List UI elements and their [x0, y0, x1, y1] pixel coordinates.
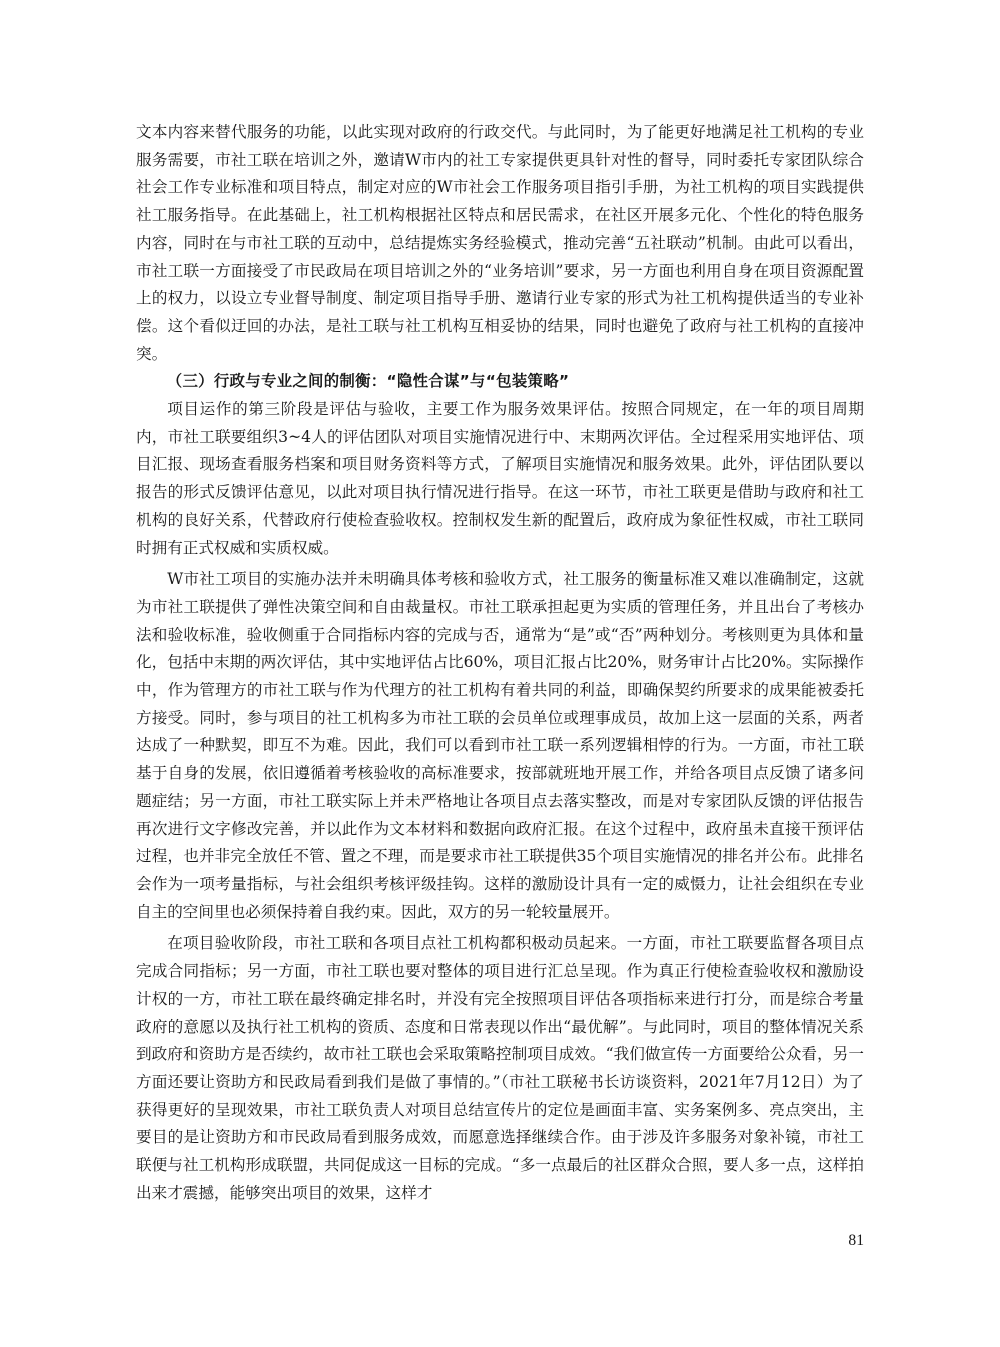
paragraph: W市社工项目的实施办法并未明确具体考核和验收方式，社工服务的衡量标准又难以准确制定，这就为市社工联提供了弹性决策空间和自由裁量权。市社工联承担起更为实质的管理任务，并且出台了考核办法和验收标准，验收侧重于合同指标内容的完成与否，通常为“是”或“否”两种划分。考核则更为具体和量化，包括中末期的两次评估，其中实地评估占比60%，项目汇报占比20%，财务审计占比20%。实际操作中，作为管理方的市社工联与作为代理方的社工机构有着共同的利益，即确保契约所要求的成果能被委托方接受。同时，参与项目的社工机构多为市社工联的会员单位或理事成员，故加上这一层面的关系，两者达成了一种默契，即互不为难。因此，我们可以看到市社工联一系列逻辑相悖的行为。一方面，市社工联基于自身的发展，依旧遵循着考核验收的高标准要求，按部就班地开展工作，并给各项目点反馈了诸多问题症结；另一方面，市社工联实际上并未严格地让各项目点去落实整改，而是对专家团队反馈的评估报告再次进行文字修改完善，并以此作为文本材料和数据向政府汇报。在这个过程中，政府虽未直接干预评估过程，也并非完全放任不管、置之不理，而是要求市社工联提供35个项目实施情况的排名并公布。此排名会作为一项考量指标，与社会组织考核评级挂钩。这样的激励设计具有一定的威慑力，让社会组织在专业自主的空间里也必须保持着自我约束。因此，双方的另一轮较量展开。 [136, 570, 864, 921]
paragraph: 在项目验收阶段，市社工联和各项目点社工机构都积极动员起来。一方面，市社工联要监督各项目点完成合同指标；另一方面，市社工联也要对整体的项目进行汇总呈现。作为真正行使检查验收权和激励设计权的一方，市社工联在最终确定排名时，并没有完全按照项目评估各项指标来进行打分，而是综合考量政府的意愿以及执行社工机构的资质、态度和日常表现以作出“最优解”。与此同时，项目的整体情况关系到政府和资助方是否续约，故市社工联也会采取策略控制项目成效。“我们做宣传一方面要给公众看，另一方面还要让资助方和民政局看到我们是做了事情的。”（市社工联秘书长访谈资料，2021年7月12日）为了获得更好的呈现效果，市社工联负责人对项目总结宣传片的定位是画面丰富、实务案例多、亮点突出，主要目的是让资助方和市民政局看到服务成效，而愿意选择继续合作。由于涉及许多服务对象补镜，市社工联便与社工机构形成联盟，共同促成这一目标的完成。“多一点最后的社区群众合照，要人多一点，这样拍出来才震撼，能够突出项目的效果，这样才 [136, 934, 864, 1202]
body-text [136, 119, 864, 1207]
section-heading: （三）行政与专业之间的制衡：“隐性合谋”与“包装策略” [166, 372, 570, 391]
paragraph: 项目运作的第三阶段是评估与验收，主要工作为服务效果评估。按照合同规定，在一年的项目周期内，市社工联要组织3~4人的评估团队对项目实施情况进行中、末期两次评估。全过程采用实地评估、项目汇报、现场查看服务档案和项目财务资料等方式，了解项目实施情况和服务效果。此外，评估团队要以报告的形式反馈评估意见，以此对项目执行情况进行指导。在这一环节，市社工联更是借助与政府和社工机构的良好关系，代替政府行使检查验收权。控制权发生新的配置后，政府成为象征性权威，市社工联同时拥有正式权威和实质权威。 [136, 400, 864, 557]
page-number: 81 [848, 1232, 864, 1249]
paragraph-continued: 文本内容来替代服务的功能，以此实现对政府的行政交代。与此同时，为了能更好地满足社工机构的专业服务需要，市社工联在培训之外，邀请W市内的社工专家提供更具针对性的督导，同时委托专家团队综合社会工作专业标准和项目特点，制定对应的W市社会工作服务项目指引手册，为社工机构的项目实践提供社工服务指导。在此基础上，社工机构根据社区特点和居民需求，在社区开展多元化、个性化的特色服务内容，同时在与市社工联的互动中，总结提炼实务经验模式，推动完善“五社联动”机制。由此可以看出，市社工联一方面接受了市民政局在项目培训之外的“业务培训”要求，另一方面也利用自身在项目资源配置上的权力，以设立专业督导制度、制定项目指导手册、邀请行业专家的形式为社工机构提供适当的专业补偿。这个看似迂回的办法，是社工联与社工机构互相妥协的结果，同时也避免了政府与社工机构的直接冲突。 [136, 123, 864, 363]
